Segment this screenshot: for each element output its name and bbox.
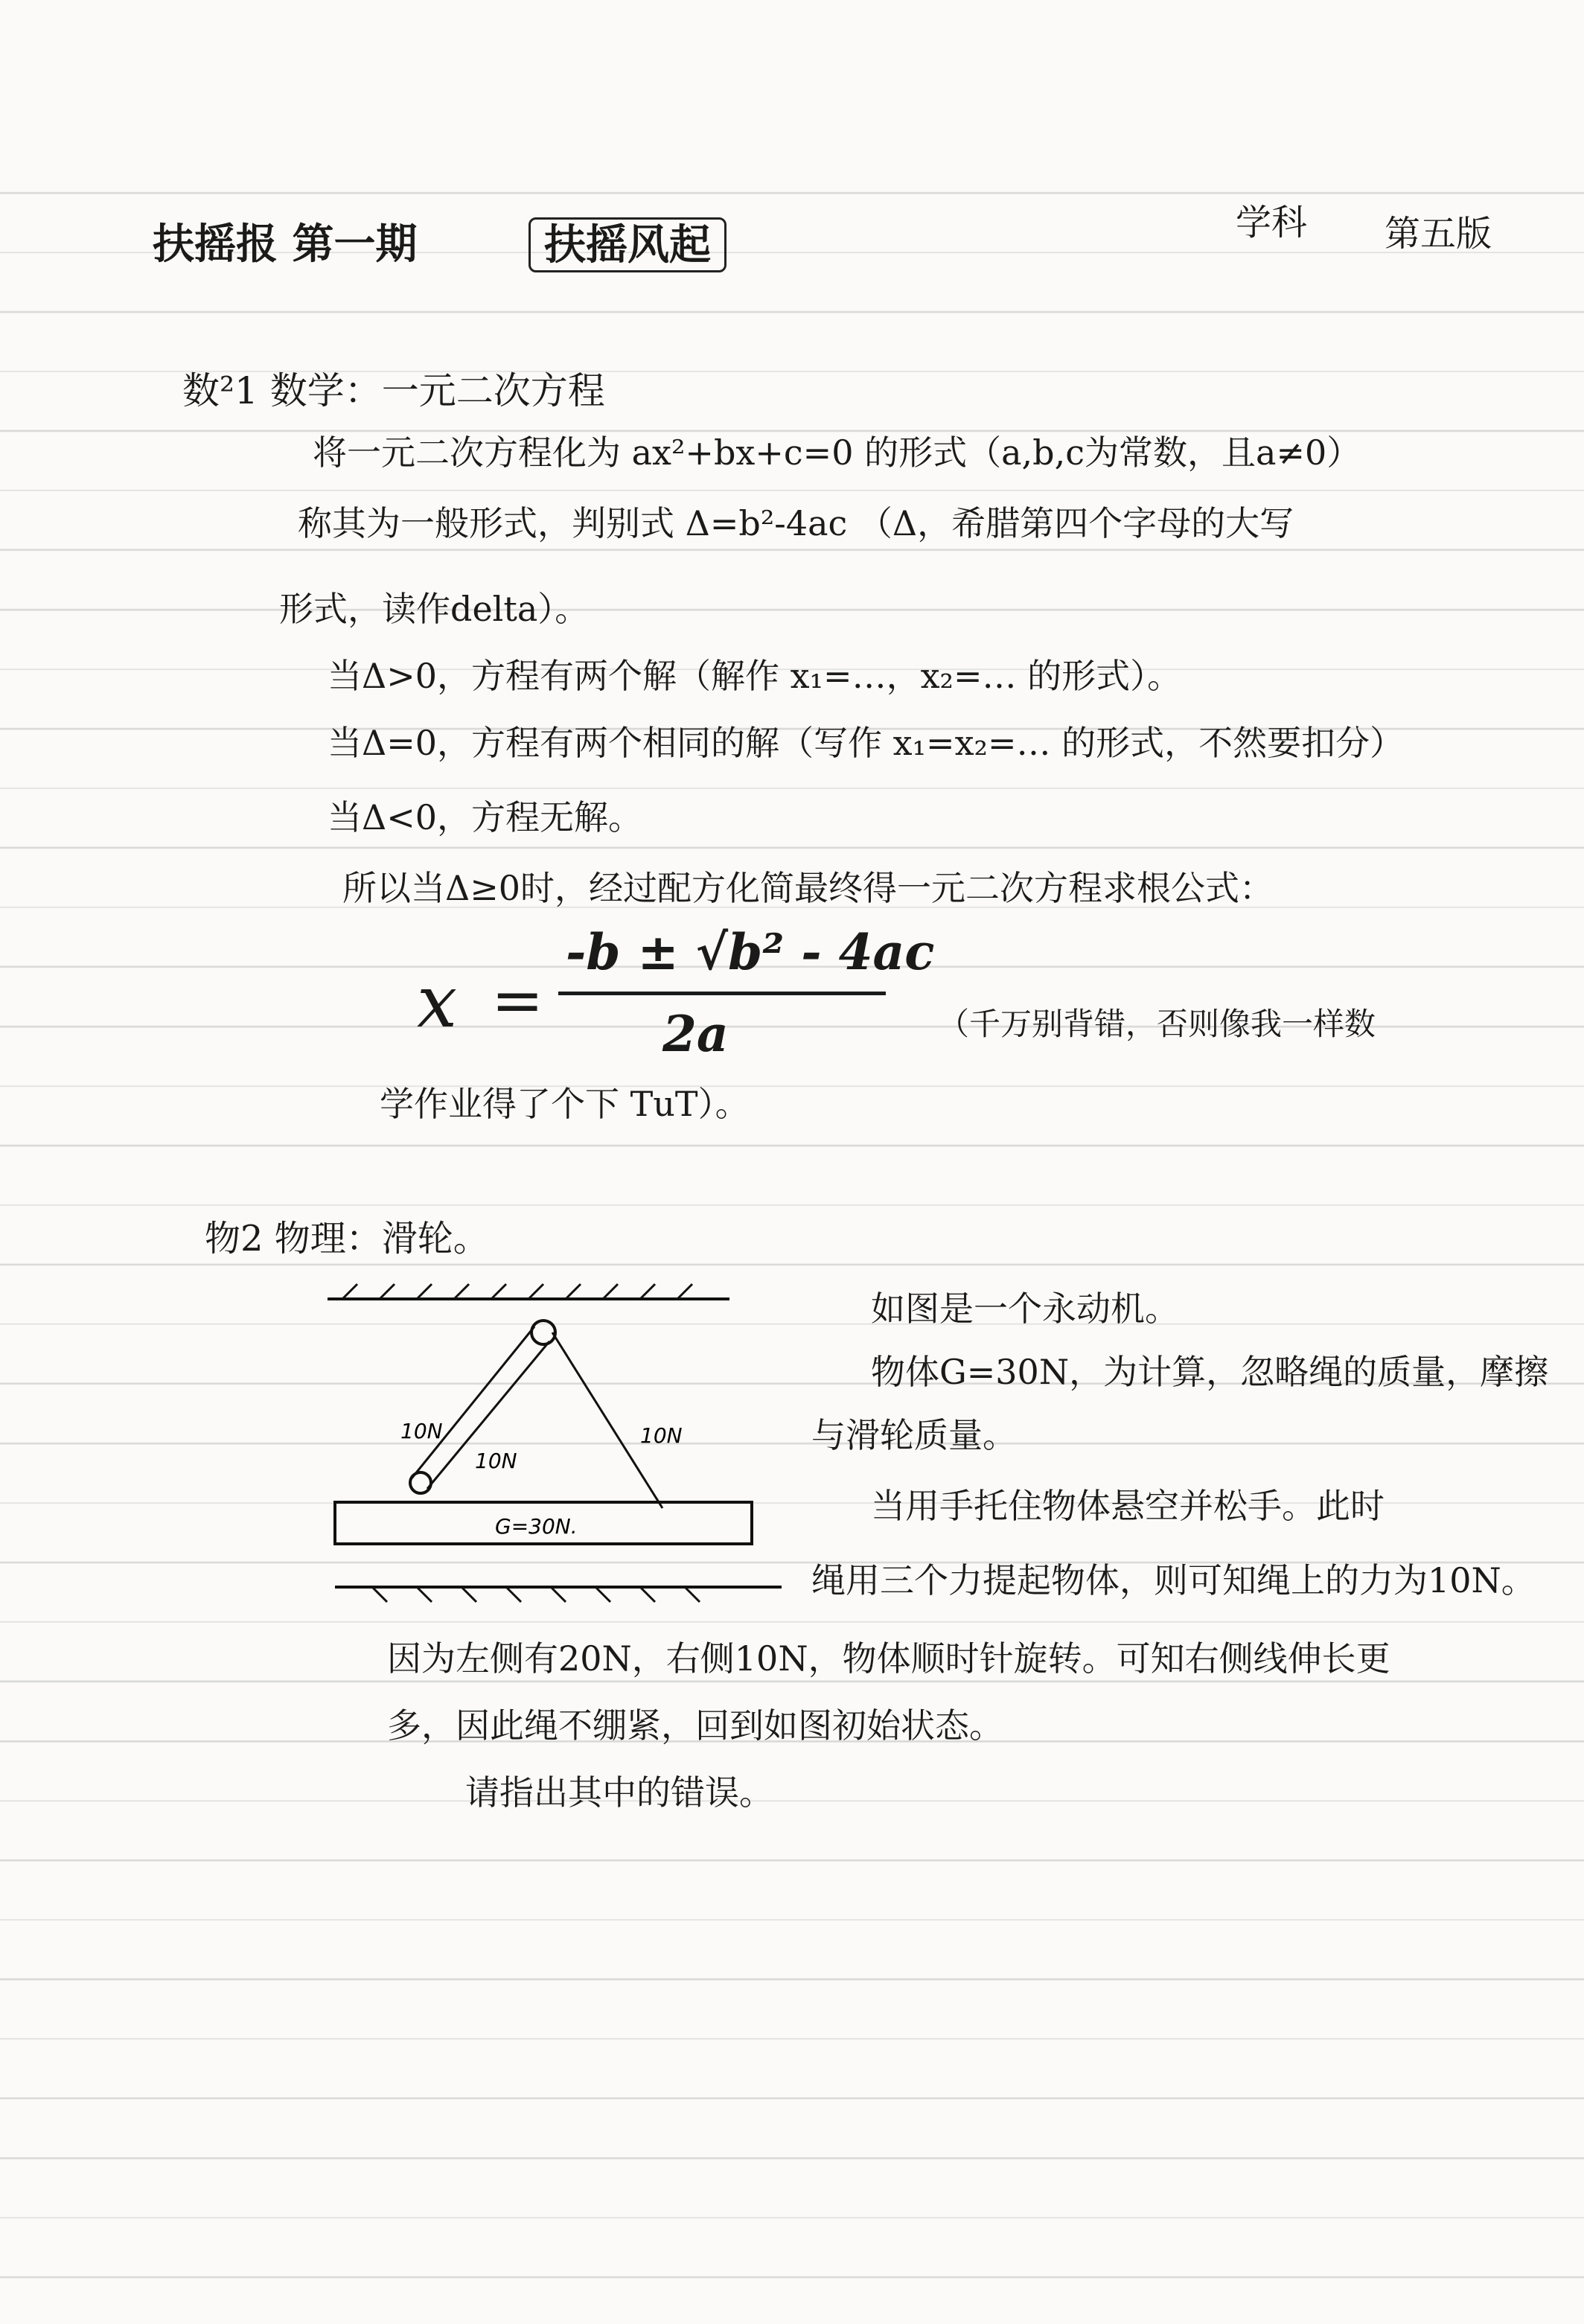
math-line: 当Δ<0，方程无解。 <box>328 797 643 837</box>
top-margin <box>0 0 1584 134</box>
physics-line: 与滑轮质量。 <box>811 1415 1017 1455</box>
physics-line: 请指出其中的错误。 <box>465 1772 773 1813</box>
math-line: 将一元二次方程化为 ax²+bx+c=0 的形式（a,b,c为常数，且a≠0） <box>313 432 1361 473</box>
math-line: 称其为一般形式，判别式 Δ=b²-4ac （Δ，希腊第四个字母的大写 <box>298 503 1294 543</box>
newspaper-boxed-title: 扶摇风起 <box>528 217 726 272</box>
top-pulley <box>531 1321 555 1344</box>
formula-numerator: -b ± √b² - 4ac <box>566 923 935 981</box>
physics-line: 如图是一个永动机。 <box>871 1289 1179 1329</box>
math-note-cont: 学作业得了个下 TuT）。 <box>380 1084 750 1124</box>
newspaper-title: 扶摇报 第一期 <box>153 220 418 269</box>
physics-line: 绳用三个力提起物体，则可知绳上的力为10N。 <box>811 1560 1536 1600</box>
rope-right <box>552 1332 662 1508</box>
formula-lhs: x <box>417 960 458 1044</box>
subject-label: 学科 <box>1236 202 1308 243</box>
math-note: （千万别背错，否则像我一样数 <box>938 1006 1376 1042</box>
label-body-weight: G=30N. <box>495 1514 578 1539</box>
math-heading: 数²1 数学：一元二次方程 <box>182 369 605 412</box>
physics-line: 多，因此绳不绷紧，回到如图初始状态。 <box>387 1705 1003 1746</box>
fraction-bar <box>558 992 886 995</box>
math-line: 当Δ=0，方程有两个相同的解（写作 x₁=x₂=… 的形式，不然要扣分） <box>328 723 1405 763</box>
pulley-diagram <box>313 1265 789 1608</box>
formula-denominator: 2a <box>662 1005 729 1063</box>
physics-line: 物体G=30N，为计算，忽略绳的质量，摩擦 <box>871 1352 1549 1392</box>
math-line: 当Δ>0，方程有两个解（解作 x₁=…，x₂=… 的形式）。 <box>328 656 1182 696</box>
physics-line: 当用手托住物体悬空并松手。此时 <box>871 1486 1385 1526</box>
label-middle-force: 10N <box>475 1449 517 1473</box>
quadratic-formula <box>417 923 938 1072</box>
physics-heading: 物2 物理：滑轮。 <box>205 1218 489 1260</box>
math-line: 所以当Δ≥0时，经过配方化简最终得一元二次方程求根公式： <box>342 868 1274 908</box>
math-line: 形式，读作delta）。 <box>279 589 590 629</box>
label-left-force: 10N <box>400 1419 443 1443</box>
edition-label: 第五版 <box>1385 213 1492 255</box>
label-right-force: 10N <box>640 1423 683 1448</box>
ceiling-hatching <box>342 1284 692 1299</box>
ground-hatching <box>372 1587 700 1602</box>
physics-line: 因为左侧有20N，右侧10N，物体顺时针旋转。可知右侧线伸长更 <box>387 1638 1390 1679</box>
formula-equals: = <box>491 964 544 1037</box>
pulley-diagram-svg <box>313 1265 789 1608</box>
